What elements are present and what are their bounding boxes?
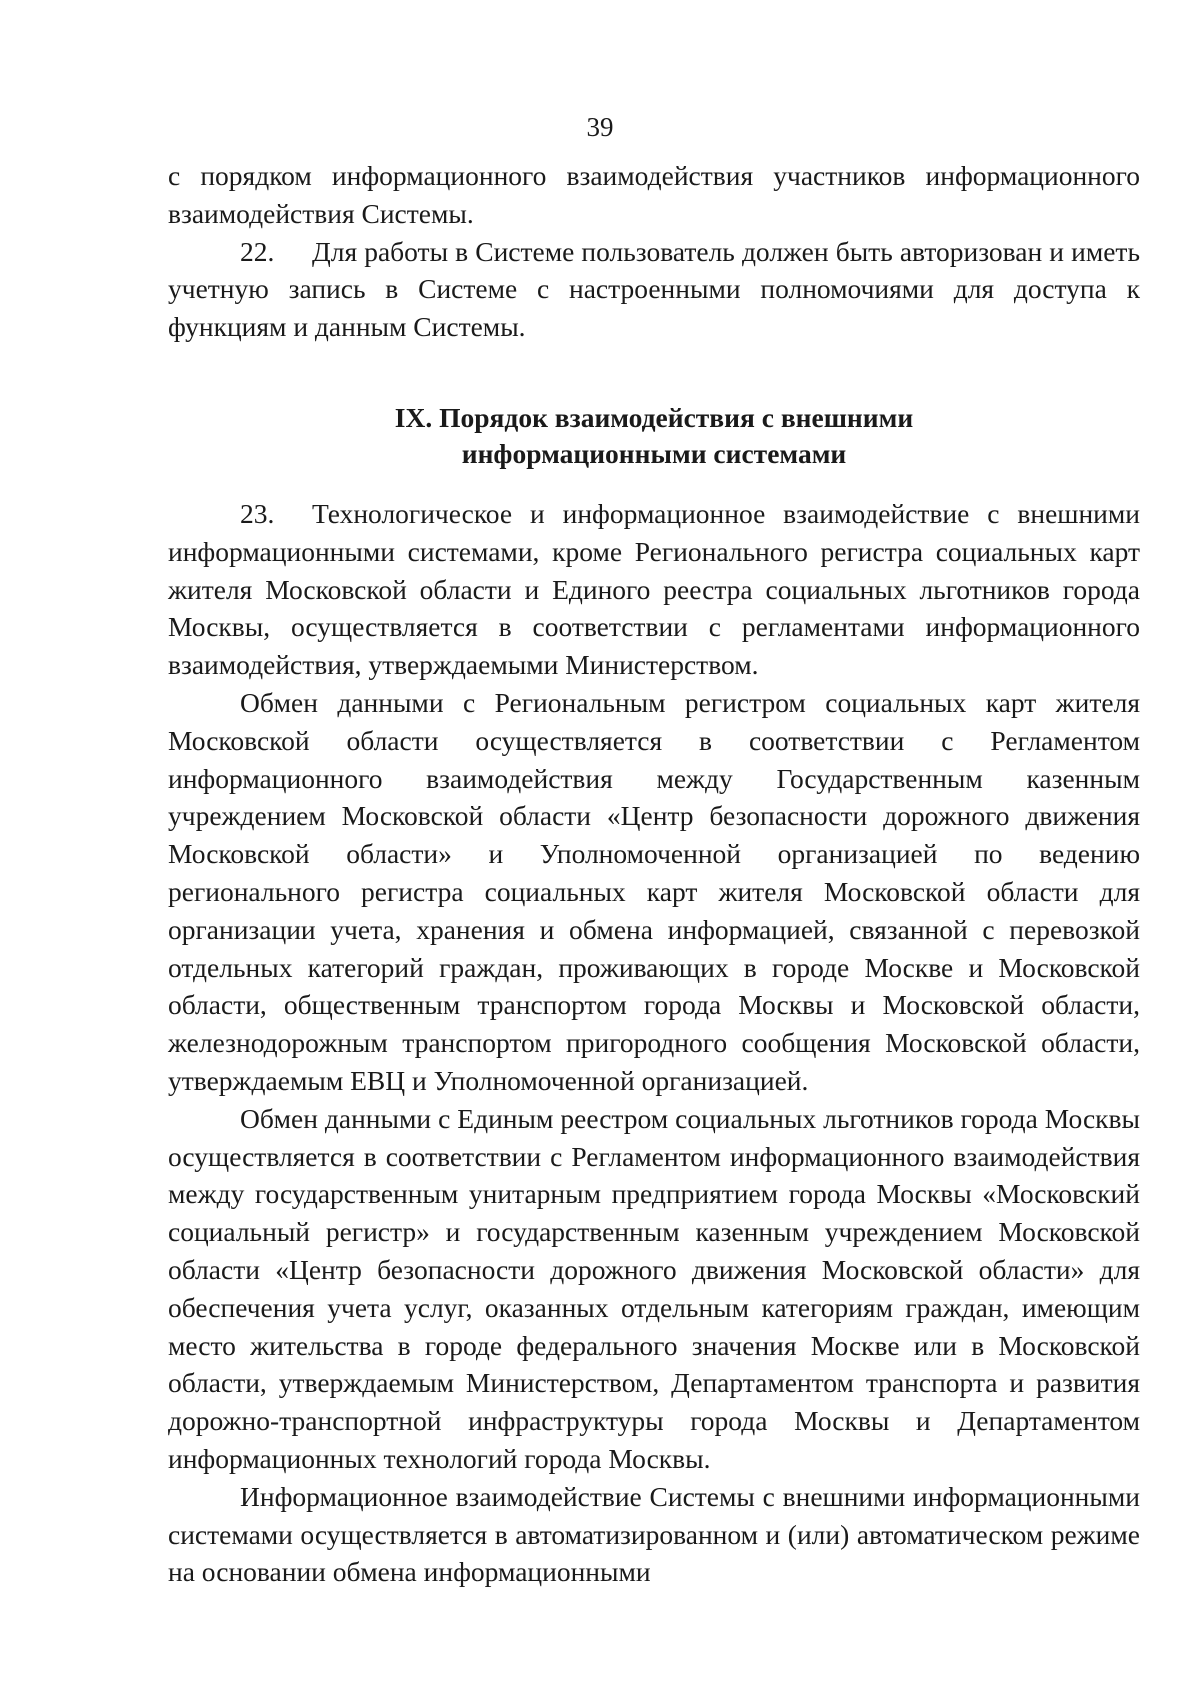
paragraph-continuation: с порядком информационного взаимодействия участников информационного взаимодействия Системы. (168, 160, 1140, 229)
paragraph-22 (168, 233, 1140, 346)
section-heading-line-1: IX. Порядок взаимодействия с внешними (394, 402, 914, 433)
paragraph-number: 23. (240, 498, 275, 529)
paragraph-text: Для работы в Системе пользователь должен быть авторизован и иметь учетную запись в Системе с настроенными полномочиями для доступа к функциям и данным Системы. (168, 235, 1140, 343)
page-number: 39 (586, 112, 614, 142)
paragraph-23 (168, 495, 1140, 684)
paragraph-regional-register: Обмен данными с Региональным регистром социальных карт жителя Московской области осуществляется в соответствии с Регламентом информационного взаимодействия между Государственным казенным учреждением Московской области «Центр безопасности дорожного движения Московской области» и Уполномоченной организацией по ведению регионального регистра социальных карт жителя Московской области для организации учета, хранения и обмена информацией, связанной с перевозкой отдельных категорий граждан, проживающих в городе Москве и Московской области, общественным транспортом города Москвы и Московской области, железнодорожным транспортом пригородного сообщения Московской области, утверждаемым ЕВЦ и Уполномоченной организацией. (168, 686, 1140, 1096)
paragraph-number: 22. (240, 235, 275, 267)
section-heading (168, 400, 1140, 472)
section-text-block (168, 495, 1140, 1591)
paragraph-unified-registry: Обмен данными с Единым реестром социальных льготников города Москвы осуществляется в соответствии с Регламентом информационного взаимодействия между государственным унитарным предприятием города Москвы «Московский социальный регистр» и государственным казенным учреждением Московской области «Центр безопасности дорожного движения Московской области» для обеспечения учета услуг, оказанных отдельным категориям граждан, имеющим место жительства в городе федерального значения Москве или в Московской области, утверждаемым Министерством, Департаментом транспорта и развития дорожно-транспортной инфраструктуры города Москвы и Департаментом информационных технологий города Москвы. (168, 1102, 1140, 1474)
section-heading-line-2: информационными системами (461, 438, 847, 469)
paragraph-text: Технологическое и информационное взаимодействие с внешними информационными системами, кроме Регионального регистра социальных карт жителя Московской области и Единого реестра социальных льготников города Москвы, осуществляется в соответствии с регламентами информационного взаимодействия, утверждаемыми Министерством. (168, 498, 1140, 681)
top-text-block (168, 157, 1140, 346)
paragraph-information-interaction: Информационное взаимодействие Системы с внешними информационными системами осуществляется в автоматизированном и (или) автоматическом режиме на основании обмена информационными (168, 1480, 1140, 1588)
